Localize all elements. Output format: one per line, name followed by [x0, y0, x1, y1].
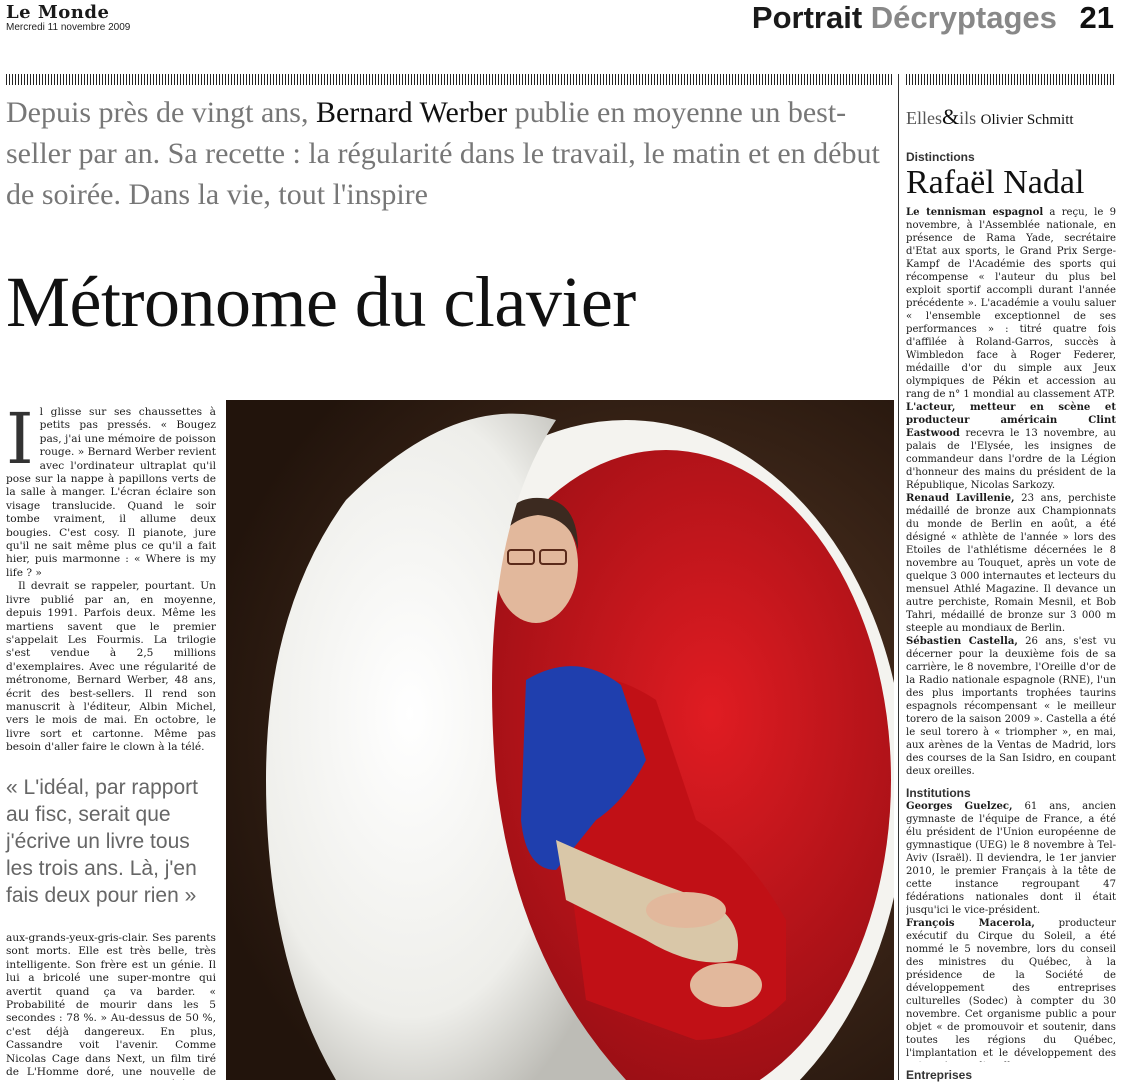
section-distinctions: Distinctions	[906, 150, 975, 164]
page-number: 21	[1079, 0, 1114, 35]
rubric-ils: ils	[959, 108, 977, 128]
masthead-logo: Le Monde	[6, 2, 110, 23]
rubric-elles: Elles	[906, 108, 942, 128]
sidebar-rubric	[906, 104, 1118, 130]
lead-lavillenie: Renaud Lavillenie,	[906, 493, 1015, 504]
paragraph-3	[6, 755, 216, 756]
deck-text-1: Depuis près de vingt ans,	[6, 96, 316, 129]
lead-nadal: Le tennisman espagnol	[906, 207, 1044, 218]
hatched-rule-main	[6, 74, 892, 85]
paragraph-2: Il devrait se rappeler, pourtant. Un livre publié par an, en moyenne, depuis 1991. Parfois deux. Même les martiens savent que le premier s'appelait Les Fourmis. La trilogie s'est vendue à 2,5 millions d'exemplaires. Avec une régularité de métronome, Bernard Werber, 48 ans, écrit des best-sellers. Il rend son manuscrit à l'éditeur, Albin Michel, vers le mois de mai. En octobre, le livre sort et cartonne. Même pas besoin d'aller faire le clown à la télé.	[6, 580, 216, 754]
deck-text-2: publie en moyenne un best-seller par an. Sa recette : la régularité dans le travail, le matin et en début de soirée. Dans la vie, tout l'inspire	[6, 96, 880, 211]
text-macerola: producteur exécutif du Cirque du Soleil, a été nommé le 5 novembre, lors du conseil des ministres du Québec, à la présidence de la Société de développement des entreprises culturelles (Sodec) à compter du 30 novembre. Cet organisme public a pour objet « de promouvoir et soutenir, dans toutes les régions du Québec, l'implantation et le développement des	[906, 918, 1116, 1059]
drop-cap: I	[6, 406, 34, 480]
sidebar-author: Olivier Schmitt	[980, 112, 1074, 128]
hatched-rule-side	[906, 74, 1116, 85]
section-entreprises: Entreprises	[906, 1068, 973, 1082]
sidebar-headline: Rafaël Nadal	[906, 164, 1085, 201]
article-column-top	[6, 406, 216, 756]
pull-quote: « L'idéal, par rapport au fisc, serait que j'écrive un livre tous les trois ans. Là, j'en fais deux pour rien »	[6, 776, 198, 907]
text-lavillenie: 23 ans, perchiste médaillé de bronze aux Championnats du monde de Berlin en août, a été désigné « athlète de l'année » lors des Etoiles de l'athlétisme décernées le 8 novembre au Touquet, après un vote de quelque 3 000 internautes et lecteurs du mensuel Athlé Magazine. Il devance un autre perchiste, Romain Mesnil, et Bob Tahri, médaillé de bronze sur 3 000 m steeple au mondiaux de Berlin.	[906, 493, 1116, 634]
hand-top	[646, 892, 726, 928]
article-deck	[6, 92, 886, 215]
lead-eastwood: L'acteur, metteur en scène et producteur américain Clint Eastwood	[906, 402, 1116, 439]
text-castella: 26 ans, s'est vu décerner pour la deuxième fois de sa carrière, le 8 novembre, l'Oreille d'or de la Radio nationale espagnole (RNE), l'un des plus importants trophées taurins espagnols récompensant « le meilleur torero de la saison 2009 ». Castella a été le seul torero à « triompher », en mai, aux arènes de la Ventas de Madrid, lors des courses de la San Isidro, en coupant deux oreilles.	[906, 636, 1116, 776]
article-headline: Métronome du clavier	[6, 262, 636, 342]
portrait-photo	[226, 400, 894, 1080]
section-header	[752, 0, 1114, 36]
hand-bottom	[690, 963, 762, 1007]
sidebar-body-distinctions	[906, 206, 1116, 776]
sidebar-body-institutions	[906, 800, 1116, 1062]
article-column-bottom	[6, 932, 216, 1080]
lead-macerola: François Macerola,	[906, 918, 1035, 929]
lead-guelzec: Georges Guelzec,	[906, 801, 1013, 812]
text-nadal: a reçu, le 9 novembre, à l'Assemblée nationale, en présence de Rama Yade, secrétaire d'Etat aux sports, le Grand Prix Serge-Kampf de l'Académie des sports qui récompense « l'auteur du plus bel exploit sportif accompli durant l'année précédente ». L'académie a voulu saluer « l'ensemble exceptionnel de ses performances » : titré quatre fois d'affilée à Roland-Garros, succès à Wimbledon face à Roger Federer, médaille d'or du simple aux Jeux olympiques de Pékin et accession au rang de n° 1 mondial au classement ATP.	[906, 207, 1116, 400]
paragraph-1: l glisse sur ses chaussettes à petits pas pressés. « Bougez pas, j'ai une mémoire de poisson rouge. » Bernard Werber revient avec l'ordinateur ultraplat qu'il pose sur la nappe à papillons verts de la salle à manger. L'écran éclaire son visage translucide. Quand le soir tombe vraiment, il allume deux bougies. C'est cosy. Il pianote, jure qu'il ne sait même plus ce qu'il a fait hier, puis marmonne : « Where is my life ? »	[6, 406, 216, 579]
rubric-amp: &	[942, 104, 960, 129]
paragraph-4: aux-grands-yeux-gris-clair. Ses parents sont morts. Elle est très belle, très intelligente. Son frère est un génie. Il lui a bricolé une super-montre qui avertit quand ça va barder. « Probabilité de mourir dans les 5 secondes : 78 %. » Au-dessus de 50 %, c'est déjà dangereux. En plus, Cassandre voit l'avenir. Comme Nicolas Cage dans Next, un film tiré de L'Homme doré, une nouvelle de	[6, 932, 216, 1079]
section-title: Portrait	[751, 0, 863, 35]
subsection-title: Décryptages	[870, 0, 1057, 35]
deck-name: Bernard Werber	[315, 96, 508, 129]
dateline: Mercredi 11 novembre 2009	[6, 22, 131, 33]
text-eastwood: recevra le 13 novembre, au palais de l'Elysée, les insignes de commandeur dans l'ordre de la Légion d'honneur des mains du président de la République, Nicolas Sarkozy.	[906, 428, 1116, 491]
section-institutions: Institutions	[906, 786, 971, 800]
lead-castella: Sébastien Castella,	[906, 636, 1018, 647]
text-guelzec: 61 ans, ancien gymnaste de l'équipe de France, a été élu président de l'Union européenne de gymnastique (UEG) le 8 novembre à Tel-Aviv (Israël). Il deviendra, le 1er janvier 2010, le premier Français à la tête de cette instance regroupant 47 fédérations nationales dont il était jusqu'ici le vice-président.	[906, 801, 1116, 916]
column-divider	[898, 74, 899, 1080]
